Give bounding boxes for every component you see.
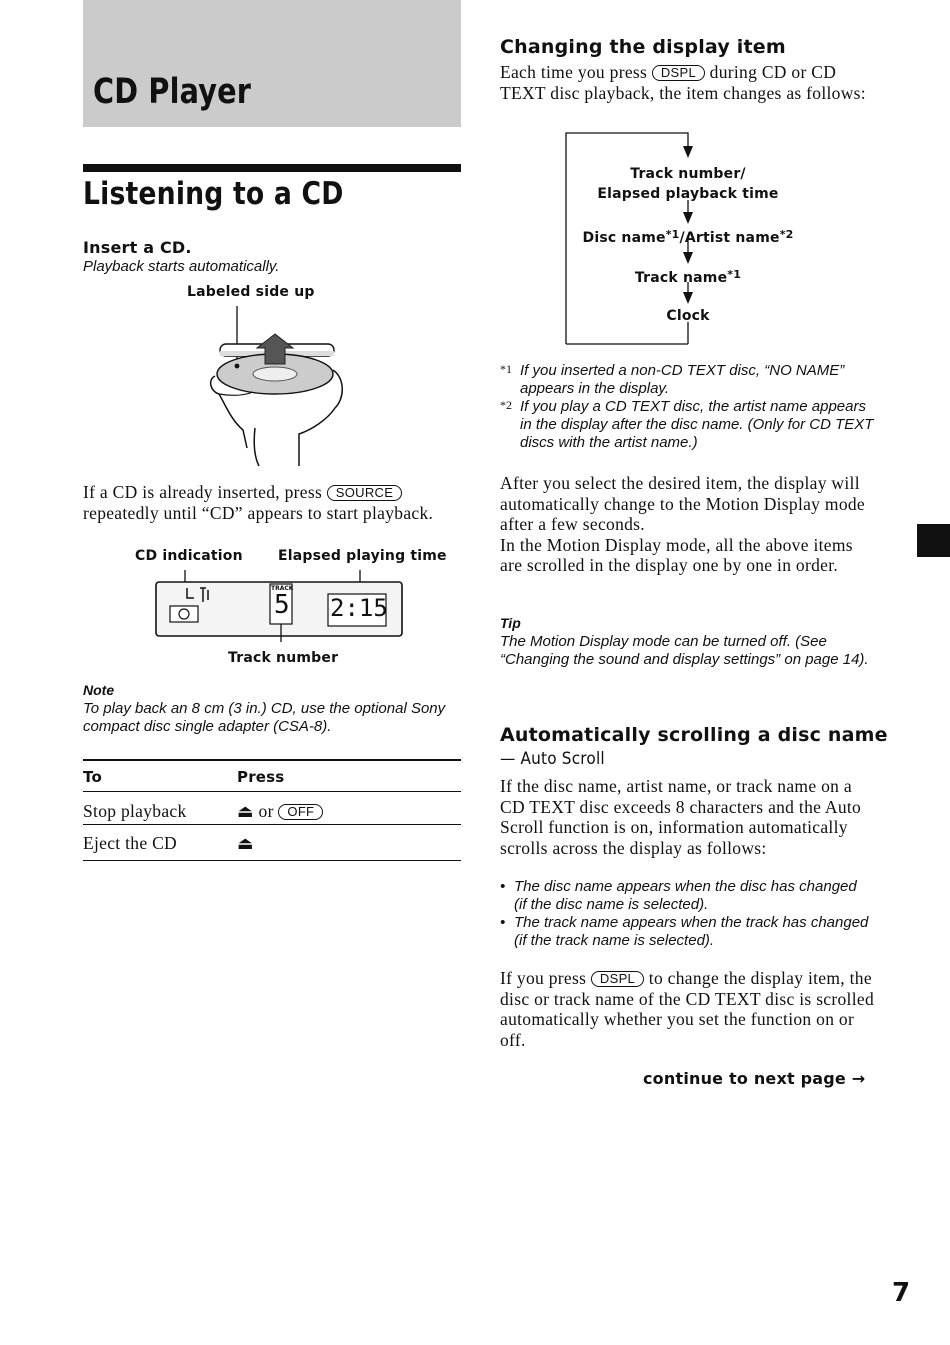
cd-indication-label: CD indication [135,548,243,564]
flow-disc-artist [560,225,816,248]
flow-track-number: Track number/ [630,166,746,182]
after-select-paragraph [500,473,875,576]
auto-scroll-bullets [500,878,870,950]
footnote-1-text: If you inserted a non-CD TEXT disc, “NO NAME” appears in the display. [520,362,845,397]
footnote-2-mark: *2 [500,398,512,412]
note-text: To play back an 8 cm (3 in.) CD, use the optional Sony compact disc single adapter (CSA-8). [83,700,446,735]
display-intro-text-2: during CD or CD TEXT disc playback, the item changes as follows: [500,62,866,103]
dspl-key: DSPL [652,65,705,81]
table-row-stop-press [237,801,323,822]
page-heading: Listening to a CD [83,176,344,212]
track-digit: 5 [274,590,290,620]
motion-display-text: In the Motion Display mode, all the above items are scrolled in the display one by one in order. [500,534,853,575]
footnote-1-mark: *1 [500,362,512,376]
flow-clock: Clock [666,308,710,324]
flow-track-name-text: Track name [634,270,728,286]
page-number: 7 [892,1278,911,1308]
heading-rule [83,164,461,172]
labeled-side-up-label: Labeled side up [187,284,315,300]
table-row-rule [83,824,461,825]
elapsed-playing-time-label: Elapsed playing time [278,548,447,564]
already-inserted-text-2: repeatedly until “CD” appears to start playback. [83,502,434,523]
bullet-item: • The disc name appears when the disc has changed (if the disc name is selected). [500,878,870,914]
eject-icon: ⏏ [237,833,254,853]
cd-insert-illustration [195,300,355,468]
table-bottom-rule [83,860,461,861]
press-or-text: or [258,801,274,821]
after-select-text: After you select the desired item, the display will automatically change to the Motion Display mode after a few seconds. [500,473,865,534]
already-inserted-paragraph [83,482,455,523]
para2-text-2: to change the display item, the disc or track name of the CD TEXT disc is scrolled automatically whether you set the function on or off. [500,968,874,1050]
display-item-heading: Changing the display item [500,36,786,58]
table-header-to: To [83,768,102,786]
footnote-mark-1: *1 [665,228,680,241]
table-header-press: Press [237,768,285,786]
auto-scroll-subheading: — Auto Scroll [500,749,605,769]
flow-elapsed-time: Elapsed playback time [597,186,779,202]
flow-disc-name: Disc name [582,230,666,246]
dspl-key: DSPL [591,971,644,987]
auto-scroll-paragraph: If the disc name, artist name, or track name on a CD TEXT disc exceeds 8 characters and the Auto Scroll function is on, information automatically scrolls across the display as follows: [500,776,862,858]
note-title: Note [83,682,115,698]
track-tag: TRACK [271,585,294,592]
step-subtitle: Playback starts automatically. [83,258,280,275]
section-title: CD Player [93,72,252,112]
auto-scroll-heading: Automatically scrolling a disc name [500,724,888,746]
footnote-2-text: If you play a CD TEXT disc, the artist name appears in the display after the disc name. (Only for CD TEXT discs with the artist name.) [520,398,874,451]
flow-track-name [568,265,808,288]
footnote-1 [500,362,880,398]
table-row-eject-to: Eject the CD [83,833,177,853]
table-row-stop-to: Stop playback [83,801,187,821]
para2-text-1: If you press [500,968,587,988]
time-digits: 2:15 [330,594,388,622]
footnote-mark-1: *1 [727,268,742,281]
flow-artist-name: /Artist name [679,230,780,246]
auto-scroll-paragraph-2 [500,968,875,1050]
tip-title: Tip [500,615,521,631]
footnote-mark-2: *2 [779,228,794,241]
footnote-2 [500,398,880,452]
source-key: SOURCE [327,485,402,501]
continue-next-page: continue to next page → [643,1069,866,1088]
track-number-label: Track number [228,650,339,666]
eject-icon: ⏏ [237,801,254,821]
table-top-rule [83,759,461,761]
step-title: Insert a CD. [83,238,192,257]
bullet-item: • The track name appears when the track has changed (if the track name is selected). [500,914,870,950]
table-header-rule [83,791,461,792]
already-inserted-text-1: If a CD is already inserted, press [83,482,323,502]
display-item-intro [500,62,880,103]
off-key: OFF [278,804,323,820]
display-intro-text-1: Each time you press [500,62,648,82]
tip-text: The Motion Display mode can be turned off. (See “Changing the sound and display settings” on page 14). [500,633,869,668]
side-tab-marker [917,524,950,557]
